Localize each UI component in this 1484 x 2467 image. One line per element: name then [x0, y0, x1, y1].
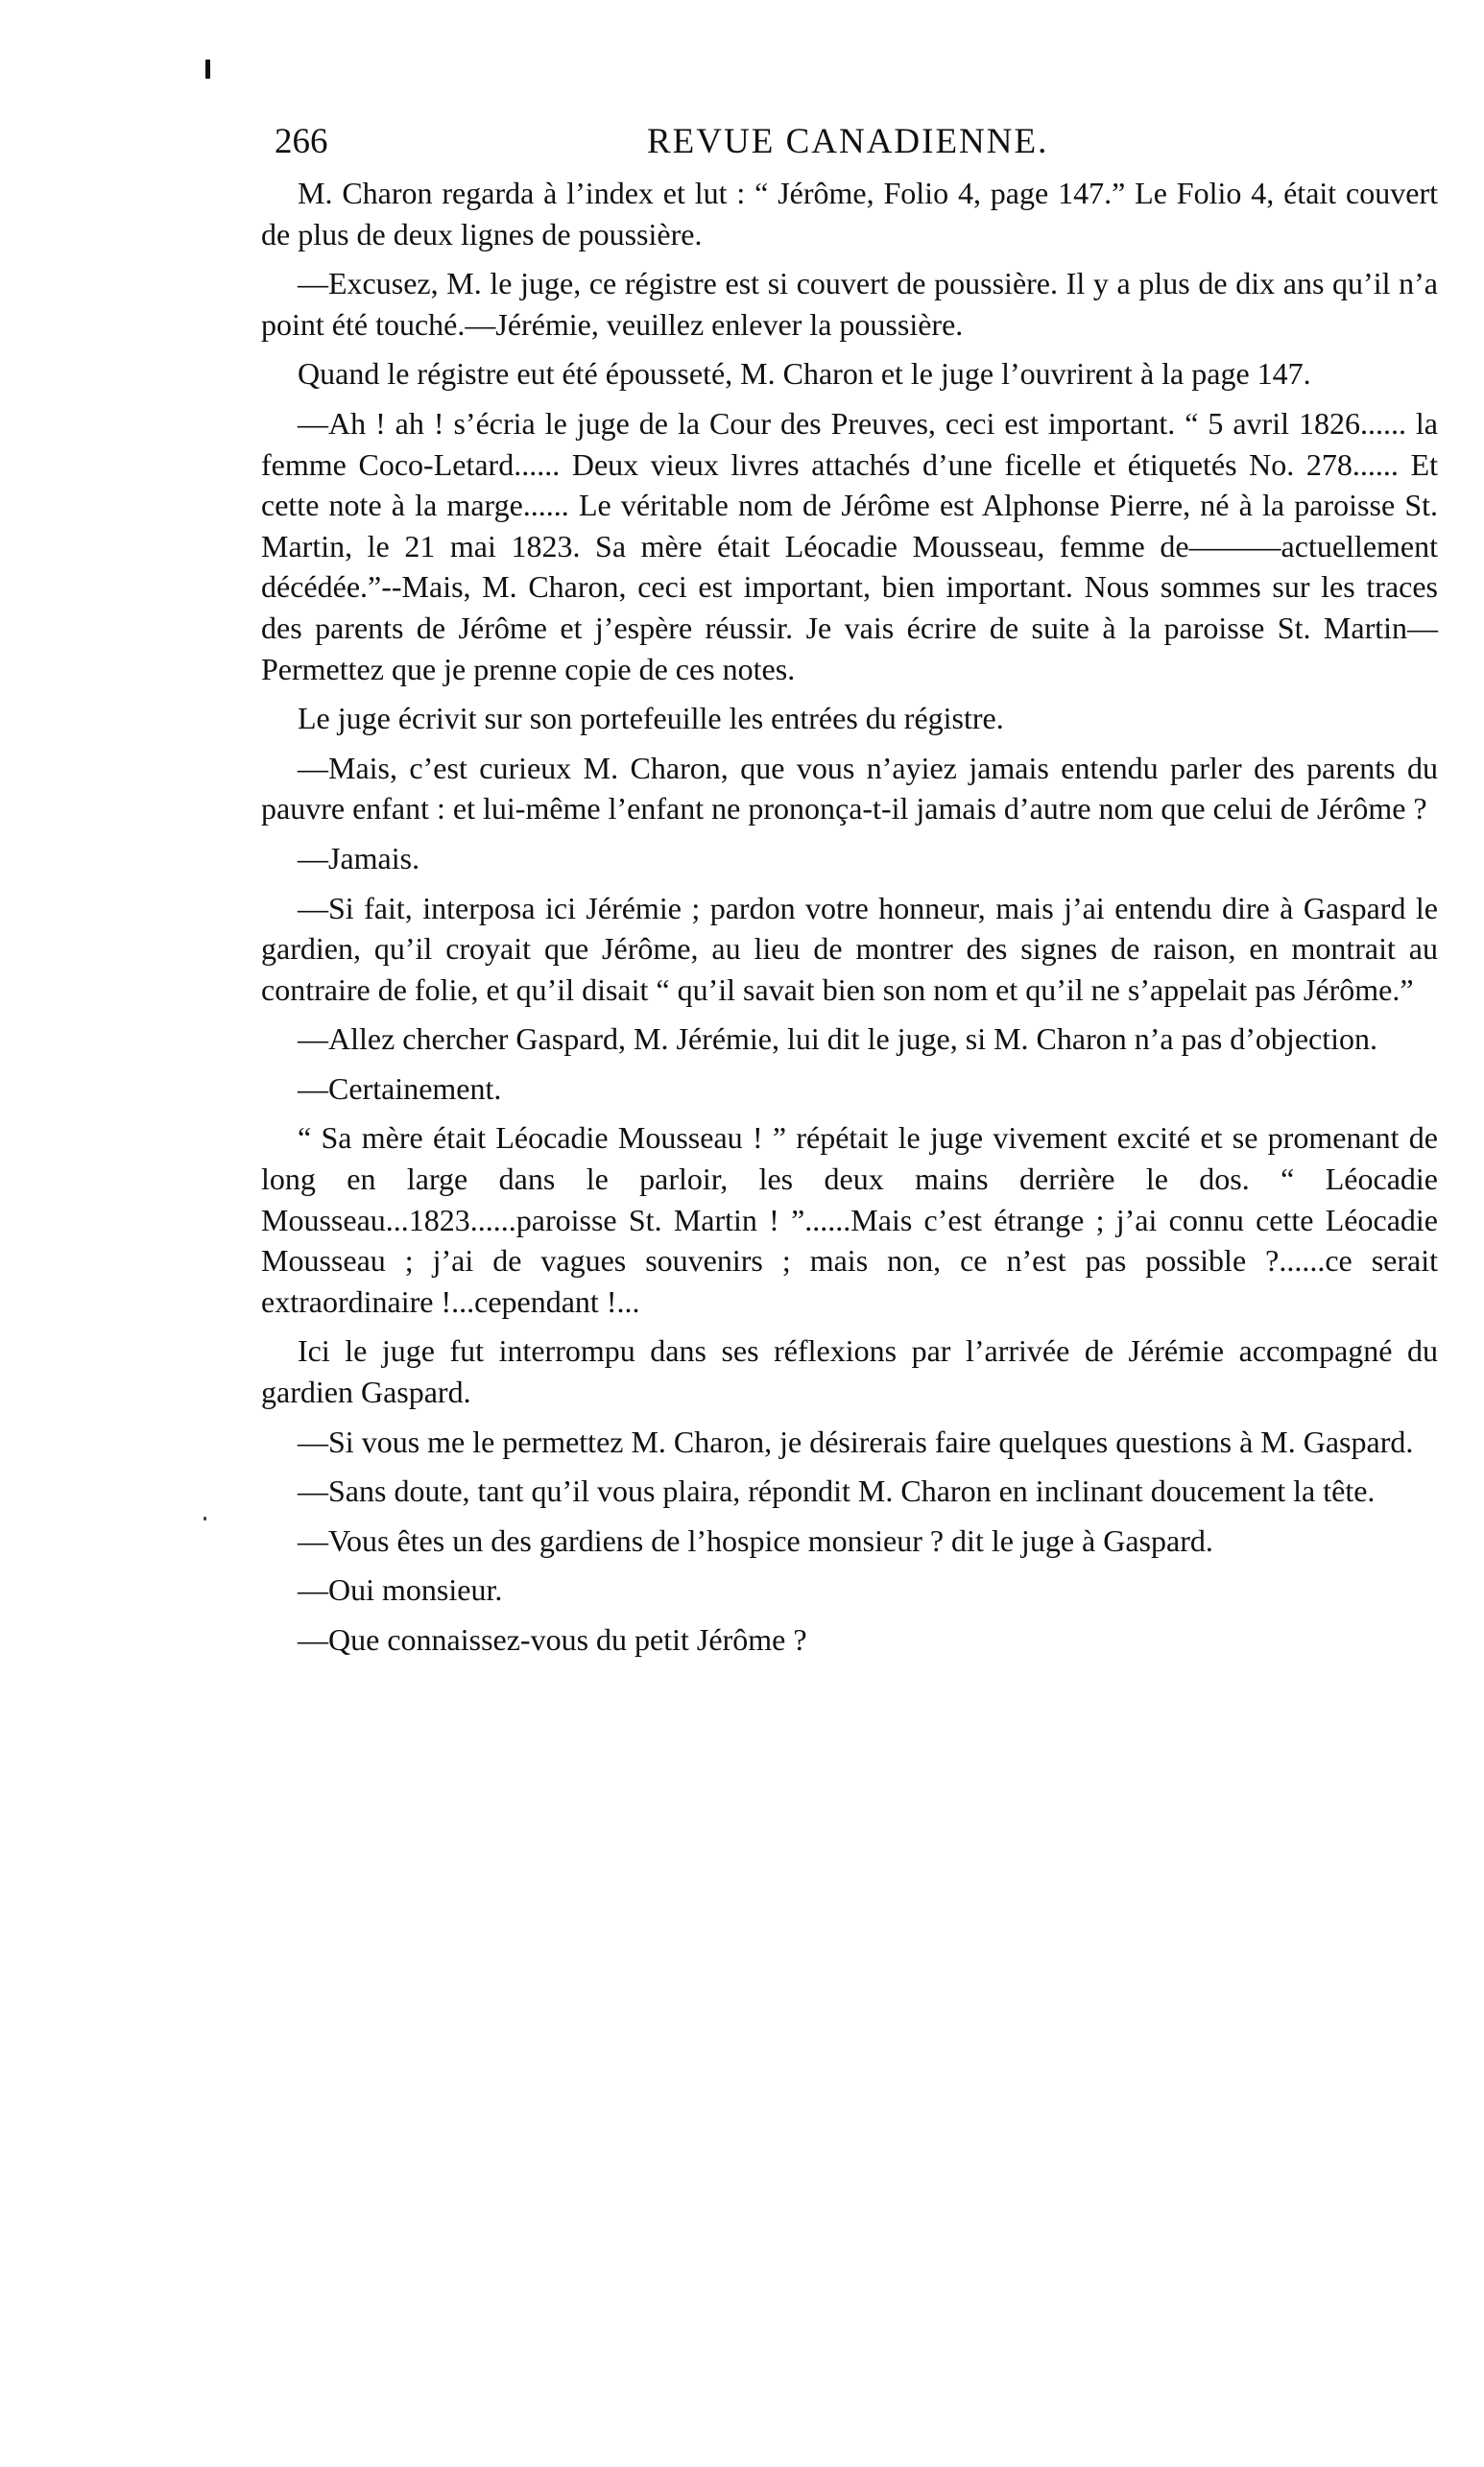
page-header	[275, 113, 1446, 171]
paragraph: —Certainement.	[298, 1070, 502, 1106]
paragraph: Ici le juge fut interrompu dans ses réflexions par l’arrivée de Jérémie accompagné du gardien Gaspard.	[261, 1333, 1438, 1410]
paragraph: —Que connaissez-vous du petit Jérôme ?	[298, 1622, 807, 1657]
paragraph: —Mais, c’est curieux M. Charon, que vous n’ayiez jamais entendu parler des parents du pauvre enfant : et lui-même l’enfant ne prononça-t-il jamais d’autre nom que celui de Jérôme ?	[261, 750, 1438, 826]
paragraph: —Si vous me le permettez M. Charon, je désirerais faire quelques questions à M. Gaspard.	[298, 1424, 1414, 1459]
paragraph: Quand le régistre eut été épousseté, M. Charon et le juge l’ouvrirent à la page 147.	[298, 356, 1311, 392]
scan-mark	[205, 60, 210, 79]
paragraph: —Sans doute, tant qu’il vous plaira, répondit M. Charon en inclinant doucement la tête.	[298, 1473, 1376, 1509]
scan-speck	[203, 1517, 206, 1521]
paragraph: —Oui monsieur.	[298, 1572, 503, 1608]
paragraph: —Si fait, interposa ici Jérémie ; pardon votre honneur, mais j’ai entendu dire à Gaspard le gardien, qu’il croyait que Jérôme, au lieu de montrer des signes de raison, en montrait au contraire de folie, et qu’il disait “ qu’il savait bien son nom et qu’il ne s’appelait pas Jérôme.”	[261, 890, 1438, 1007]
paragraph: —Vous êtes un des gardiens de l’hospice monsieur ? dit le juge à Gaspard.	[298, 1522, 1213, 1558]
paragraph: —Excusez, M. le juge, ce régistre est si couvert de poussière. Il y a plus de dix ans qu’il n’a point été touché.—Jérémie, veuillez enlever la poussière.	[261, 266, 1438, 342]
running-title: REVUE CANADIENNE.	[647, 122, 1049, 161]
paragraph: M. Charon regarda à l’index et lut : “ Jérôme, Folio 4, page 147.” Le Folio 4, était couvert de plus de deux lignes de poussière.	[261, 176, 1438, 251]
paragraph: —Allez chercher Gaspard, M. Jérémie, lui dit le juge, si M. Charon n’a pas d’objection.	[298, 1021, 1377, 1057]
paragraph: —Jamais.	[298, 840, 420, 875]
paragraph: “ Sa mère était Léocadie Mousseau ! ” répétait le juge vivement excité et se promenant de long en large dans le parloir, les deux mains derrière le dos. “ Léocadie Mousseau...1823......paroisse St. Martin ! ”......Mais c’est étrange ; j’ai connu cette Léocadie Mousseau ; j’ai de vagues souvenirs ; mais non, ce n’est pas possible ?......ce serait extraordinaire !...cependant !...	[261, 1120, 1438, 1319]
paragraph: Le juge écrivit sur son portefeuille les entrées du régistre.	[298, 701, 1004, 736]
body-text	[261, 173, 1438, 1669]
paragraph: —Ah ! ah ! s’écria le juge de la Cour des Preuves, ceci est important. “ 5 avril 1826...... la femme Coco-Letard...... Deux vieux livres attachés d’une ficelle et étiquetés No. 278...... Et cette note à la marge...... Le véritable nom de Jérôme est Alphonse Pierre, né à la paroisse St. Martin, le 21 mai 1823. Sa mère était Léocadie Mousseau, femme de———actuellement décédée.”--Mais, M. Charon, ceci est important, bien important. Nous sommes sur les traces des parents de Jérôme et j’espère réussir. Je vais écrire de suite à la paroisse St. Martin—Permettez que je prenne copie de ces notes.	[261, 405, 1438, 686]
page-number: 266	[275, 122, 328, 161]
